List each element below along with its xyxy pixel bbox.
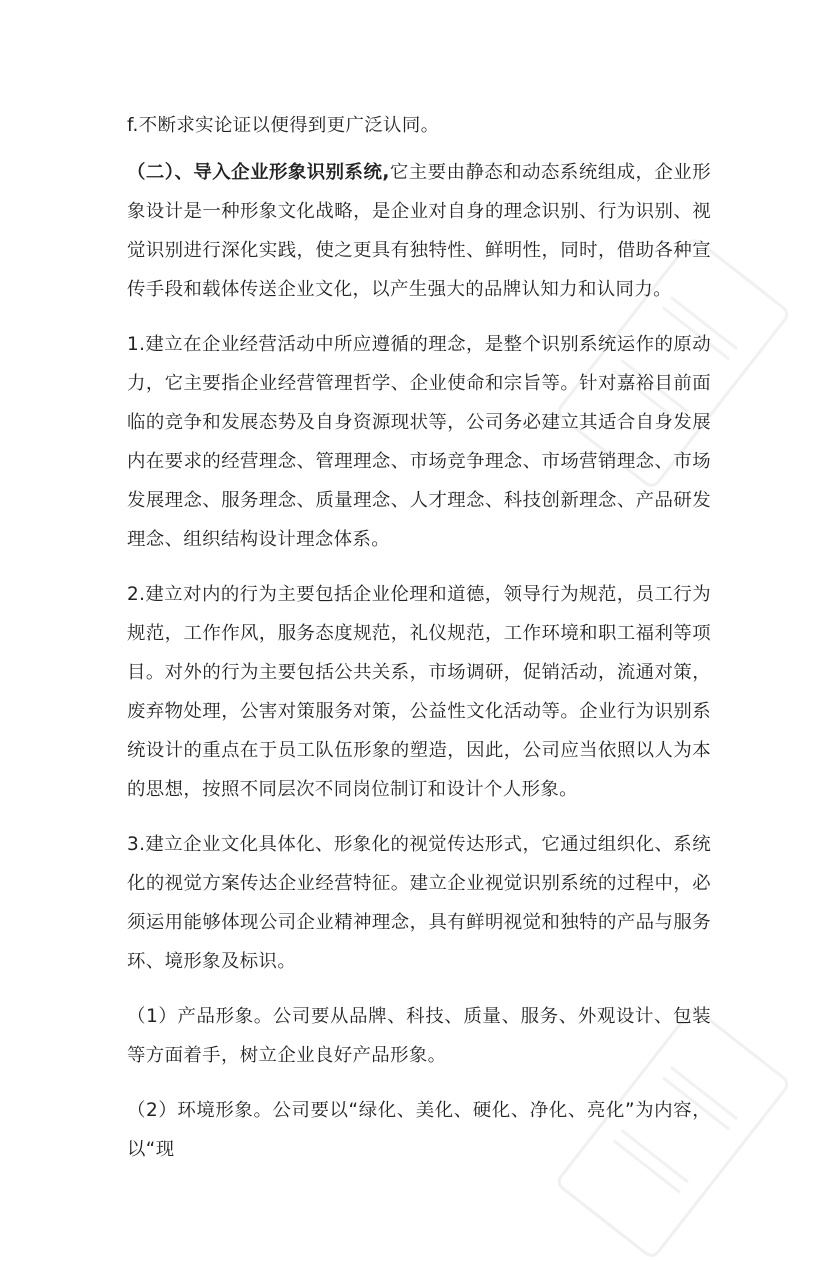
document-body [127, 106, 711, 1185]
paragraph-product-image [127, 997, 711, 1075]
paragraph-text: 3.建立企业文化具体化、形象化的视觉传达形式，它通过组织化、系统化的视觉方案传达企业经营特征。建立企业视觉识别系统的过程中，必须运用能够体现公司企业精神理念，具有鲜明视觉和独特的产品与服务环、境形象及标识。 [127, 834, 711, 972]
paragraph-text: （2）环境形象。公司要以“绿化、美化、硬化、净化、亮化”为内容，以“现 [127, 1100, 711, 1160]
paragraph-item-2 [127, 575, 711, 809]
paragraph-item-1 [127, 325, 711, 559]
paragraph-section-two [127, 153, 711, 309]
paragraph-text: （1）产品形象。公司要从品牌、科技、质量、服务、外观设计、包装等方面着手，树立企业良好产品形象。 [127, 1006, 711, 1066]
paragraph-text: f.不断求实论证以便得到更广泛认同。 [127, 115, 440, 136]
section-heading: （二）、导入企业形象识别系统, [127, 162, 390, 183]
paragraph-item-3 [127, 825, 711, 981]
paragraph-text: 它主要由静态和动态系统组成，企业形象设计是一种形象文化战略，是企业对自身的理念识别、行为识别、视觉识别进行深化实践，使之更具有独特性、鲜明性，同时，借助各种宣传手段和载体传送企业文化，以产生强大的品牌认知力和认同力。 [127, 162, 711, 300]
paragraph-text: 2.建立对内的行为主要包括企业伦理和道德，领导行为规范，员工行为规范，工作作风，服务态度规范，礼仪规范，工作环境和职工福利等项目。对外的行为主要包括公共关系，市场调研，促销活动，流通对策，废弃物处理，公害对策服务对策，公益性文化活动等。企业行为识别系统设计的重点在于员工队伍形象的塑造，因此，公司应当依照以人为本的思想，按照不同层次不同岗位制订和设计个人形象。 [127, 584, 711, 800]
paragraph-environment-image [127, 1091, 711, 1169]
paragraph-text: 1.建立在企业经营活动中所应遵循的理念，是整个识别系统运作的原动力，它主要指企业经营管理哲学、企业使命和宗旨等。针对嘉裕目前面临的竞争和发展态势及自身资源现状等，公司务必建立其适合自身发展内在要求的经营理念、管理理念、市场竞争理念、市场营销理念、市场发展理念、服务理念、质量理念、人才理念、科技创新理念、产品研发理念、组织结构设计理念体系。 [127, 334, 711, 550]
paragraph-f [127, 106, 711, 145]
